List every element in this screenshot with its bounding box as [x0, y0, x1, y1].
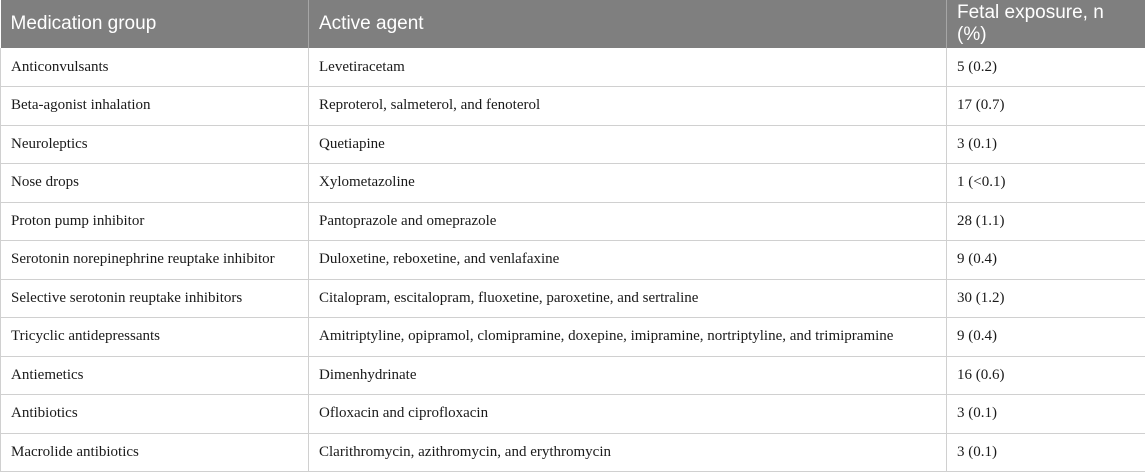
fetal-exposure-cell: 28 (1.1) [947, 202, 1145, 241]
table-row [1, 241, 1145, 280]
table-row [1, 48, 1145, 87]
active-agent-cell: Duloxetine, reboxetine, and venlafaxine [309, 241, 947, 280]
active-agent-cell: Dimenhydrinate [309, 356, 947, 395]
table-row [1, 279, 1145, 318]
medication-group-cell: Neuroleptics [1, 125, 309, 164]
table-row [1, 395, 1145, 434]
fetal-exposure-cell: 5 (0.2) [947, 48, 1145, 87]
active-agent-cell: Amitriptyline, opipramol, clomipramine, doxepine, imipramine, nortriptyline, and trimipramine [309, 318, 947, 357]
table-row [1, 202, 1145, 241]
medication-group-cell: Macrolide antibiotics [1, 433, 309, 472]
table-row [1, 125, 1145, 164]
table-header [1, 0, 1145, 48]
active-agent-cell: Ofloxacin and ciprofloxacin [309, 395, 947, 434]
fetal-exposure-cell: 1 (<0.1) [947, 164, 1145, 203]
active-agent-cell: Quetiapine [309, 125, 947, 164]
active-agent-cell: Citalopram, escitalopram, fluoxetine, paroxetine, and sertraline [309, 279, 947, 318]
medication-group-cell: Beta-agonist inhalation [1, 87, 309, 126]
table-row [1, 87, 1145, 126]
table-row [1, 164, 1145, 203]
header-fetal-exposure: Fetal exposure, n (%) [947, 0, 1145, 48]
medication-group-cell: Selective serotonin reuptake inhibitors [1, 279, 309, 318]
fetal-exposure-cell: 9 (0.4) [947, 318, 1145, 357]
active-agent-cell: Clarithromycin, azithromycin, and erythromycin [309, 433, 947, 472]
fetal-exposure-cell: 3 (0.1) [947, 395, 1145, 434]
active-agent-cell: Levetiracetam [309, 48, 947, 87]
medication-group-cell: Antiemetics [1, 356, 309, 395]
header-active-agent: Active agent [309, 0, 947, 48]
table-body [1, 48, 1145, 472]
medication-group-cell: Serotonin norepinephrine reuptake inhibitor [1, 241, 309, 280]
active-agent-cell: Xylometazoline [309, 164, 947, 203]
header-medication-group: Medication group [1, 0, 309, 48]
fetal-exposure-cell: 3 (0.1) [947, 433, 1145, 472]
fetal-exposure-cell: 17 (0.7) [947, 87, 1145, 126]
active-agent-cell: Reproterol, salmeterol, and fenoterol [309, 87, 947, 126]
medication-group-cell: Antibiotics [1, 395, 309, 434]
fetal-exposure-cell: 9 (0.4) [947, 241, 1145, 280]
table-row [1, 318, 1145, 357]
fetal-exposure-cell: 30 (1.2) [947, 279, 1145, 318]
fetal-exposure-cell: 3 (0.1) [947, 125, 1145, 164]
table-row [1, 356, 1145, 395]
medication-group-cell: Proton pump inhibitor [1, 202, 309, 241]
header-row [1, 0, 1145, 48]
medication-group-cell: Nose drops [1, 164, 309, 203]
active-agent-cell: Pantoprazole and omeprazole [309, 202, 947, 241]
table-row [1, 433, 1145, 472]
medication-group-cell: Tricyclic antidepressants [1, 318, 309, 357]
fetal-exposure-cell: 16 (0.6) [947, 356, 1145, 395]
medication-group-cell: Anticonvulsants [1, 48, 309, 87]
